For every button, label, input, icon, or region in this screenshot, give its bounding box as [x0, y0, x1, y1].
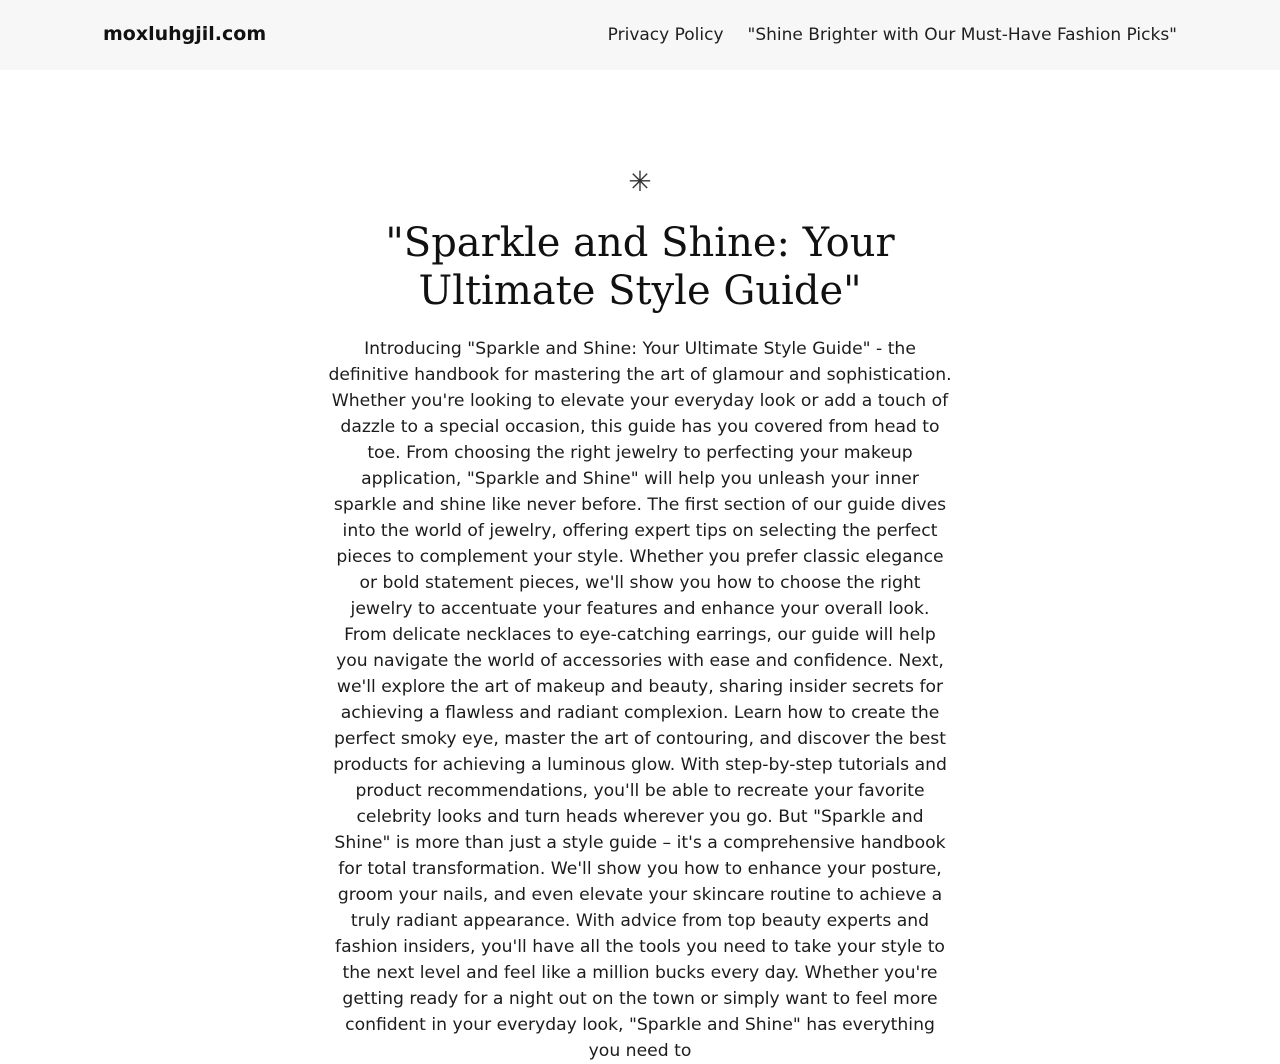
nav-link-privacy-policy[interactable]: Privacy Policy — [607, 25, 724, 45]
nav-link-fashion-picks[interactable]: "Shine Brighter with Our Must-Have Fashion Picks" — [747, 25, 1177, 45]
main-nav — [608, 23, 1177, 47]
article-body: Introducing "Sparkle and Shine: Your Ultimate Style Guide" - the definitive handbook for mastering the art of glamour and sophistication. Whether you're looking to elevate your everyday look or add a touch of dazzle to a special occasion, this guide has you covered from head to toe. From choosing the right jewelry to perfecting your makeup application, "Sparkle and Shine" will help you unleash your inner sparkle and shine like never before. The first section of our guide dives into the world of jewelry, offering expert tips on selecting the perfect pieces to complement your style. Whether you prefer classic elegance or bold statement pieces, we'll show you how to choose the right jewelry to accentuate your features and enhance your overall look. From delicate necklaces to eye-catching earrings, our guide will help you navigate the world of accessories with ease and confidence. Next, we'll explore the art of makeup and beauty, sharing insider secrets for achieving a flawless and radiant complexion. Learn how to create the perfect smoky eye, master the art of contouring, and discover the best products for achieving a luminous glow. With step-by-step tutorials and product recommendations, you'll be able to recreate your favorite celebrity looks and turn heads wherever you go. But "Sparkle and Shine" is more than just a style guide – it's a comprehensive handbook for total transformation. We'll show you how to enhance your posture, groom your nails, and even elevate your skincare routine to achieve a truly radiant appearance. With advice from top beauty experts and fashion insiders, you'll have all the tools you need to take your style to the next level and feel like a million bucks every day. Whether you're getting ready for a night out on the town or simply want to feel more confident in your everyday look, "Sparkle and Shine" has everything you need to — [328, 339, 952, 1061]
asterisk-ornament-icon: ✳ — [628, 165, 652, 198]
site-header — [0, 0, 1280, 70]
site-name-link[interactable]: moxluhgjil.com — [103, 23, 267, 45]
page-title: "Sparkle and Shine: Your Ultimate Style Guide" — [385, 220, 895, 314]
